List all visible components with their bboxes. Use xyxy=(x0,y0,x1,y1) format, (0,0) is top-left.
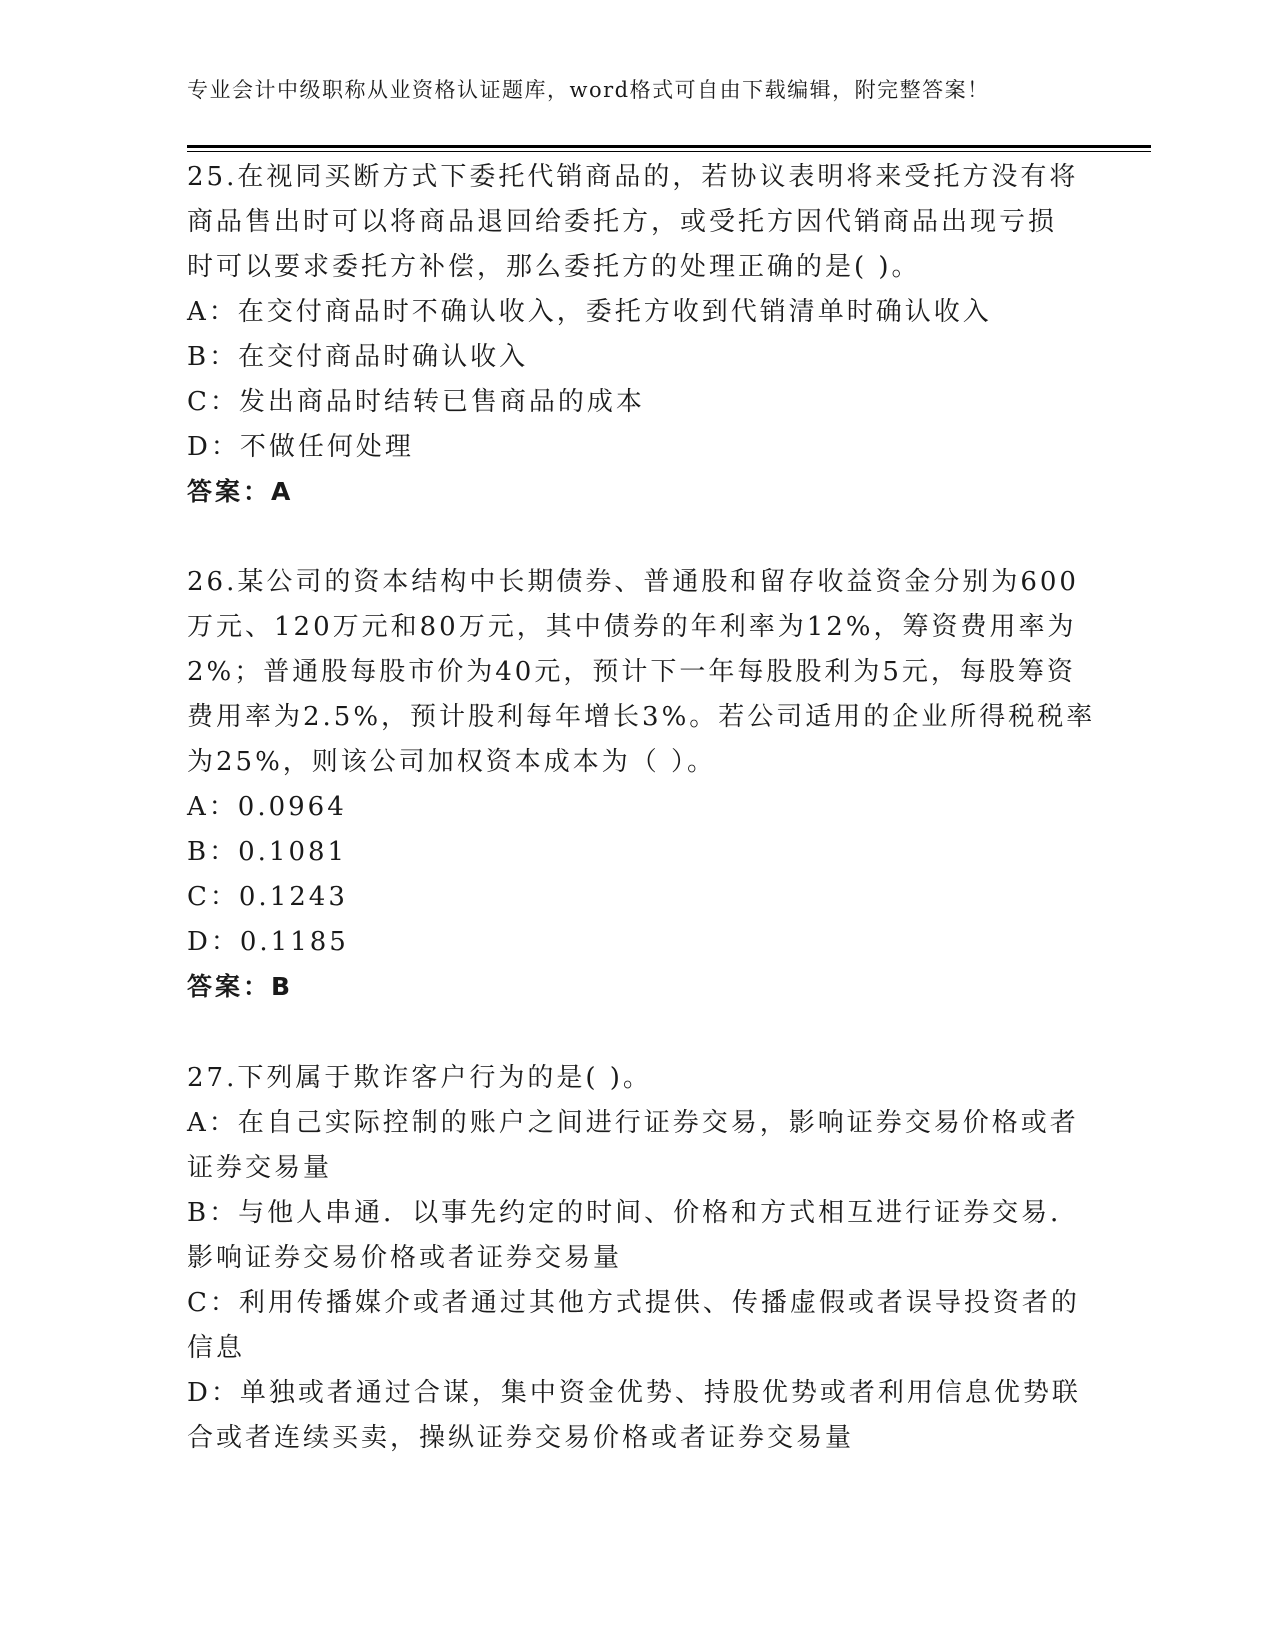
option-c-continued: 信息 xyxy=(187,1333,246,1363)
answer-label: 答案：B xyxy=(187,972,294,1001)
page-header: 专业会计中级职称从业资格认证题库，word格式可自由下载编辑，附完整答案！ xyxy=(187,78,990,102)
option-b: B：与他人串通．以事先约定的时间、价格和方式相互进行证券交易． xyxy=(187,1198,1080,1228)
question-stem-line: 27.下列属于欺诈客户行为的是( )。 xyxy=(187,1063,652,1093)
option-c: C：利用传播媒介或者通过其他方式提供、传播虚假或者误导投资者的 xyxy=(187,1288,1080,1318)
answer-label: 答案：A xyxy=(187,477,294,506)
question-stem-line: 25.在视同买断方式下委托代销商品的，若协议表明将来受托方没有将 xyxy=(187,162,1079,192)
option-a: A：在自己实际控制的账户之间进行证券交易，影响证券交易价格或者 xyxy=(187,1108,1079,1138)
question-stem-line: 商品售出时可以将商品退回给委托方，或受托方因代销商品出现亏损 xyxy=(187,207,1058,237)
option-d: D：0.1185 xyxy=(187,927,349,957)
header-rule-thin xyxy=(187,151,1151,152)
option-a: A：在交付商品时不确认收入，委托方收到代销清单时确认收入 xyxy=(187,297,992,327)
header-rule-thick xyxy=(187,145,1151,148)
question-stem-line: 费用率为2.5%，预计股利每年增长3%。若公司适用的企业所得税税率 xyxy=(187,702,1096,732)
option-a-continued: 证券交易量 xyxy=(187,1153,333,1183)
option-d: D：不做任何处理 xyxy=(187,432,414,462)
option-b: B：0.1081 xyxy=(187,837,348,867)
option-a: A：0.0964 xyxy=(187,792,347,822)
question-stem-line: 为25%，则该公司加权资本成本为（ ）。 xyxy=(187,747,717,777)
option-d-continued: 合或者连续买卖，操纵证券交易价格或者证券交易量 xyxy=(187,1423,855,1453)
option-c: C：0.1243 xyxy=(187,882,348,912)
question-stem-line: 万元、120万元和80万元，其中债券的年利率为12%，筹资费用率为 xyxy=(187,612,1077,642)
question-stem-line: 2%；普通股每股市价为40元，预计下一年每股股利为5元，每股筹资 xyxy=(187,657,1076,687)
option-b-continued: 影响证券交易价格或者证券交易量 xyxy=(187,1243,623,1273)
question-stem-line: 时可以要求委托方补偿，那么委托方的处理正确的是( )。 xyxy=(187,252,921,282)
option-d: D：单独或者通过合谋，集中资金优势、持股优势或者利用信息优势联 xyxy=(187,1378,1081,1408)
question-stem-line: 26.某公司的资本结构中长期债券、普通股和留存收益资金分别为600 xyxy=(187,567,1079,597)
option-c: C：发出商品时结转已售商品的成本 xyxy=(187,387,645,417)
option-b: B：在交付商品时确认收入 xyxy=(187,342,529,372)
